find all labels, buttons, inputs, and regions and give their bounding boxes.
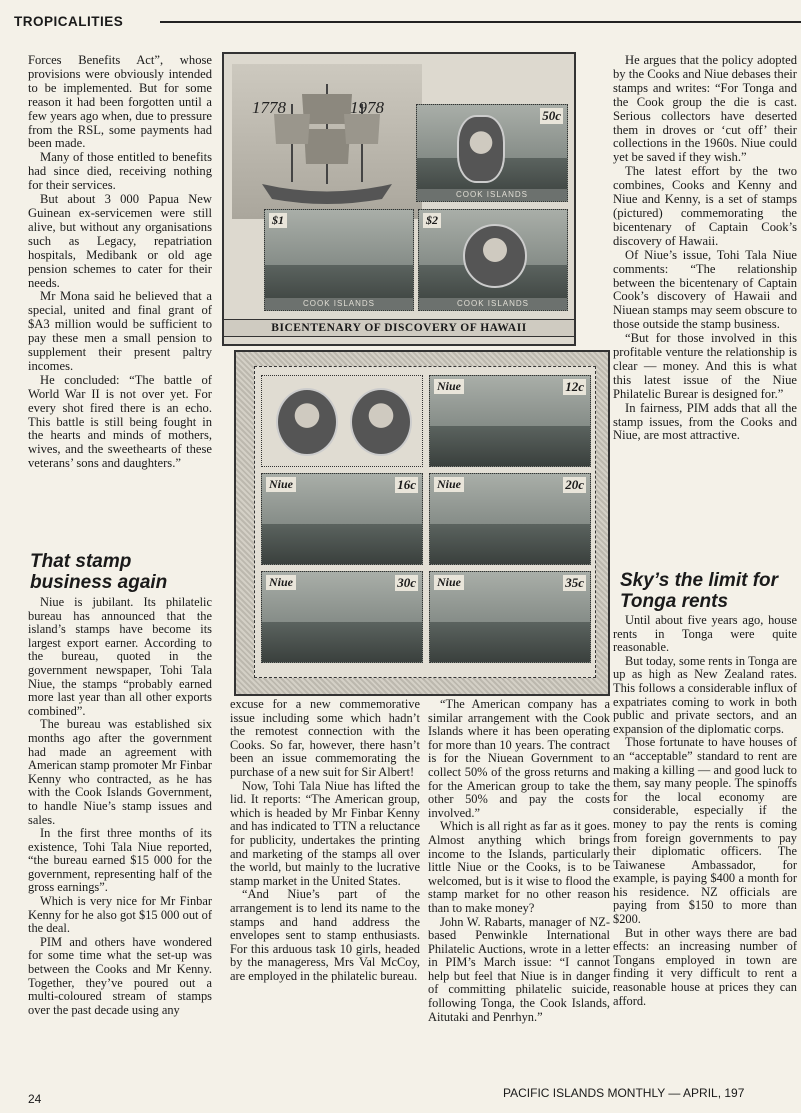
paragraph: In fairness, PIM adds that all the stamp issues, from the Cooks and Niue, are most attractive. xyxy=(613,400,797,443)
stamp-niue-portraits xyxy=(261,375,423,467)
sailing-ship-icon xyxy=(232,64,422,219)
year-1978: 1978 xyxy=(350,98,384,117)
paragraph: Which is all right as far as it goes. Almost anything which brings income to the Islands, particularly little Niue or the Cooks, is to be welcomed, but is it wise to flood the stamp market for no other reason than to make money? xyxy=(428,819,610,915)
paragraph: Many of those entitled to benefits had since died, receiving nothing for their services. xyxy=(28,150,212,193)
paragraph: Now, Tohi Tala Niue has lifted the lid. It reports: “The American group, which is headed by Mr Finbar Kenny and has indicated to TTN a reluctance for publicity, undertakes the printing and marketing of the stamps all over the world, but mainly to the lucrative stamp market in the United States. xyxy=(230,778,420,888)
stamp-value: 30c xyxy=(397,575,416,590)
header-rule xyxy=(160,21,801,23)
paragraph: PIM and others have wondered for some time what the set-up was between the Cooks and Mr Kenny. Together, they’ve poured out a multi-coloured stream of stamps over the past decade using any xyxy=(28,934,212,1017)
stamp-illustration xyxy=(222,52,608,692)
stamp-cook-2-dollar xyxy=(418,209,568,311)
niue-stamp-block xyxy=(254,366,596,678)
stamp-niue-35c xyxy=(429,571,591,663)
stamp-value: $1 xyxy=(269,213,287,228)
stamp-country-band: COOK ISLANDS xyxy=(265,298,413,310)
paragraph: “But for those involved in this profitable venture the relationship is clear — money. And this is what this latest issue of the Niue Philatelic Burear is designed for.” xyxy=(613,331,797,401)
column-3 xyxy=(428,698,610,1024)
paragraph: Those fortunate to have houses of an “acceptable” standard to rent are making a killing — and good luck to them, say many people. The spinoffs for the local economy are considerable, especially if the money to pay the rents is coming from foreign governments to pay their diplomatic officers. The Taiwanese Ambassador, for example, is paying $400 a month for his residence. NZ officials are paying from $150 to more than $200. xyxy=(613,735,797,927)
column-4-article xyxy=(613,614,797,1008)
stamp-value: 16c xyxy=(397,477,416,492)
column-1 xyxy=(28,54,212,471)
paragraph: Until about five years ago, house rents in Tonga were quite reasonable. xyxy=(613,613,797,655)
publication-footer: PACIFIC ISLANDS MONTHLY — APRIL, 197 xyxy=(503,1086,745,1100)
stamp-cook-1-dollar xyxy=(264,209,414,311)
stamp-niue-20c xyxy=(429,473,591,565)
stamp-value: 12c xyxy=(565,379,584,394)
paragraph: The latest effort by the two combines, Cooks and Kenny and Niue and Kenny, is a set of stamps (pictured) commemorating the bicentenary of Captain Cook’s discovery of Hawaii. xyxy=(613,164,797,248)
paragraph: “And Niue’s part of the arrangement is to lend its name to the stamps and hand address the envelopes sent to stamp enthusiasts. For this arduous task 10 girls, headed by the manageress, Mrs Val McCoy, are employed in the philatelic bureau. xyxy=(230,887,420,983)
column-2 xyxy=(230,698,420,983)
stamp-value: 50c xyxy=(542,108,561,123)
bicentenary-banner: BICENTENARY OF DISCOVERY OF HAWAII xyxy=(224,319,574,337)
paragraph: But about 3 000 Papua New Guinean ex-servicemen were still alive, but without any organisations such as Legacy, repatriation hospitals, Medibank or old age pension schemes to cater for their needs. xyxy=(28,192,212,290)
ship-engraving xyxy=(232,64,422,219)
portrait-icon xyxy=(457,115,505,183)
stamp-niue-16c xyxy=(261,473,423,565)
stamp-country-name: Niue xyxy=(266,477,296,492)
paragraph: Which is very nice for Mr Finbar Kenny for he also got $15 000 out of the deal. xyxy=(28,894,212,936)
column-4 xyxy=(613,54,797,443)
paragraph: “The American company has a similar arrangement with the Cook Islands where it has been operating for more than 10 years. The contract is for the Niuean Government to collect 50% of the gross returns and for the American group to take the other 50% and pay the costs involved.” xyxy=(428,697,610,820)
stamp-country-name: Niue xyxy=(434,379,464,394)
stamp-country-name: Niue xyxy=(266,575,296,590)
stamp-cook-50c xyxy=(416,104,568,202)
niue-sheet xyxy=(234,350,610,696)
stamp-value: $2 xyxy=(423,213,441,228)
column-1-article xyxy=(28,596,212,1017)
paragraph: excuse for a new commemorative issue including some which hadn’t the remotest connection with the Cooks. So far, however, there hasn’t been an issue commemorating the purchase of a new suit for Sir Albert! xyxy=(230,697,420,779)
paragraph: Niue is jubilant. Its philatelic bureau has announced that the island’s stamps have become its largest export earner. According to the bureau, quoted in the government newspaper, Tohi Tala Niue, the stamps “probably earned more last year than all other exports combined”. xyxy=(28,595,212,718)
portrait-icon xyxy=(276,388,338,456)
paragraph: He concluded: “The battle of World War II is not over yet. For every shot fired there is an echo. This battle is still being fought in the hearts and minds of mothers, wives, and the sweethearts of these veterans’ sons and daughters.” xyxy=(28,372,212,471)
paragraph: In the first three months of its existence, Tohi Tala Niue reported, “the bureau earned $15 000 for the government, representing half of the gross earnings”. xyxy=(28,826,212,895)
paragraph: Forces Benefits Act”, whose provisions were obviously intended to be implemented. But for some reason it had been forgotten until a few years ago when, due to pressure from the RSL, some payments had been made. xyxy=(28,53,212,151)
paragraph: Of Niue’s issue, Tohi Tala Niue comments: “The relationship between the bicentenary of Captain Cook’s discovery of Hawaii and Niuean stamps may seem obscure to those outside the stamp business. xyxy=(613,247,797,332)
cook-islands-sheet xyxy=(222,52,576,346)
coin-portrait-icon xyxy=(463,224,527,288)
headline-tonga-rents: Sky’s the limit for Tonga rents xyxy=(620,570,779,612)
stamp-niue-30c xyxy=(261,571,423,663)
headline-stamp-business: That stamp business again xyxy=(30,551,168,593)
stamp-country-name: Niue xyxy=(434,575,464,590)
stamp-country-band: COOK ISLANDS xyxy=(419,298,567,310)
paragraph: But today, some rents in Tonga are up as high as New Zealand rates. This follows a considerable influx of expatriates coming to work in both public and private sectors, and an expansion of the diplomatic corps. xyxy=(613,653,797,736)
section-tag: TROPICALITIES xyxy=(14,14,124,29)
year-1778: 1778 xyxy=(252,98,286,117)
page-number: 24 xyxy=(28,1092,42,1106)
paragraph: But in other ways there are bad effects: an increasing number of Tongans employed in town are finding it very difficult to rent a reasonable house at prices they can afford. xyxy=(613,925,797,1008)
stamp-country-name: Niue xyxy=(434,477,464,492)
paragraph: John W. Rabarts, manager of NZ-based Penwinkle International Philatelic Auctions, wrote in a letter in PIM’s March issue: “I cannot help but feel that Niue is in danger of committing philatelic suicide, following Tonga, the Cook Islands, Aitutaki and Penrhyn.” xyxy=(428,914,610,1024)
paragraph: Mr Mona said he believed that a special, united and final grant of $A3 million would be sufficient to pay these men a small pension to supplement their present paltry incomes. xyxy=(28,289,212,373)
stamp-value: 35c xyxy=(565,575,584,590)
stamp-country-band: COOK ISLANDS xyxy=(417,189,567,201)
paragraph: He argues that the policy adopted by the Cooks and Niue debases their stamps and writes: “For Tonga and the Cook group the die is cast. Serious collectors have deserted them in droves or ‘cut off’ their collections in the 1960s. Niue could yet be saved if they wish.” xyxy=(613,53,797,165)
portrait-icon xyxy=(350,388,412,456)
paragraph: The bureau was established six months ago after the government had made an agreement with American stamp promoter Mr Finbar Kenny who contracted, as he has with the Cook Islands Government, to handle Niue’s stamp issues and sales. xyxy=(28,717,212,827)
stamp-value: 20c xyxy=(565,477,584,492)
stamp-niue-12c xyxy=(429,375,591,467)
